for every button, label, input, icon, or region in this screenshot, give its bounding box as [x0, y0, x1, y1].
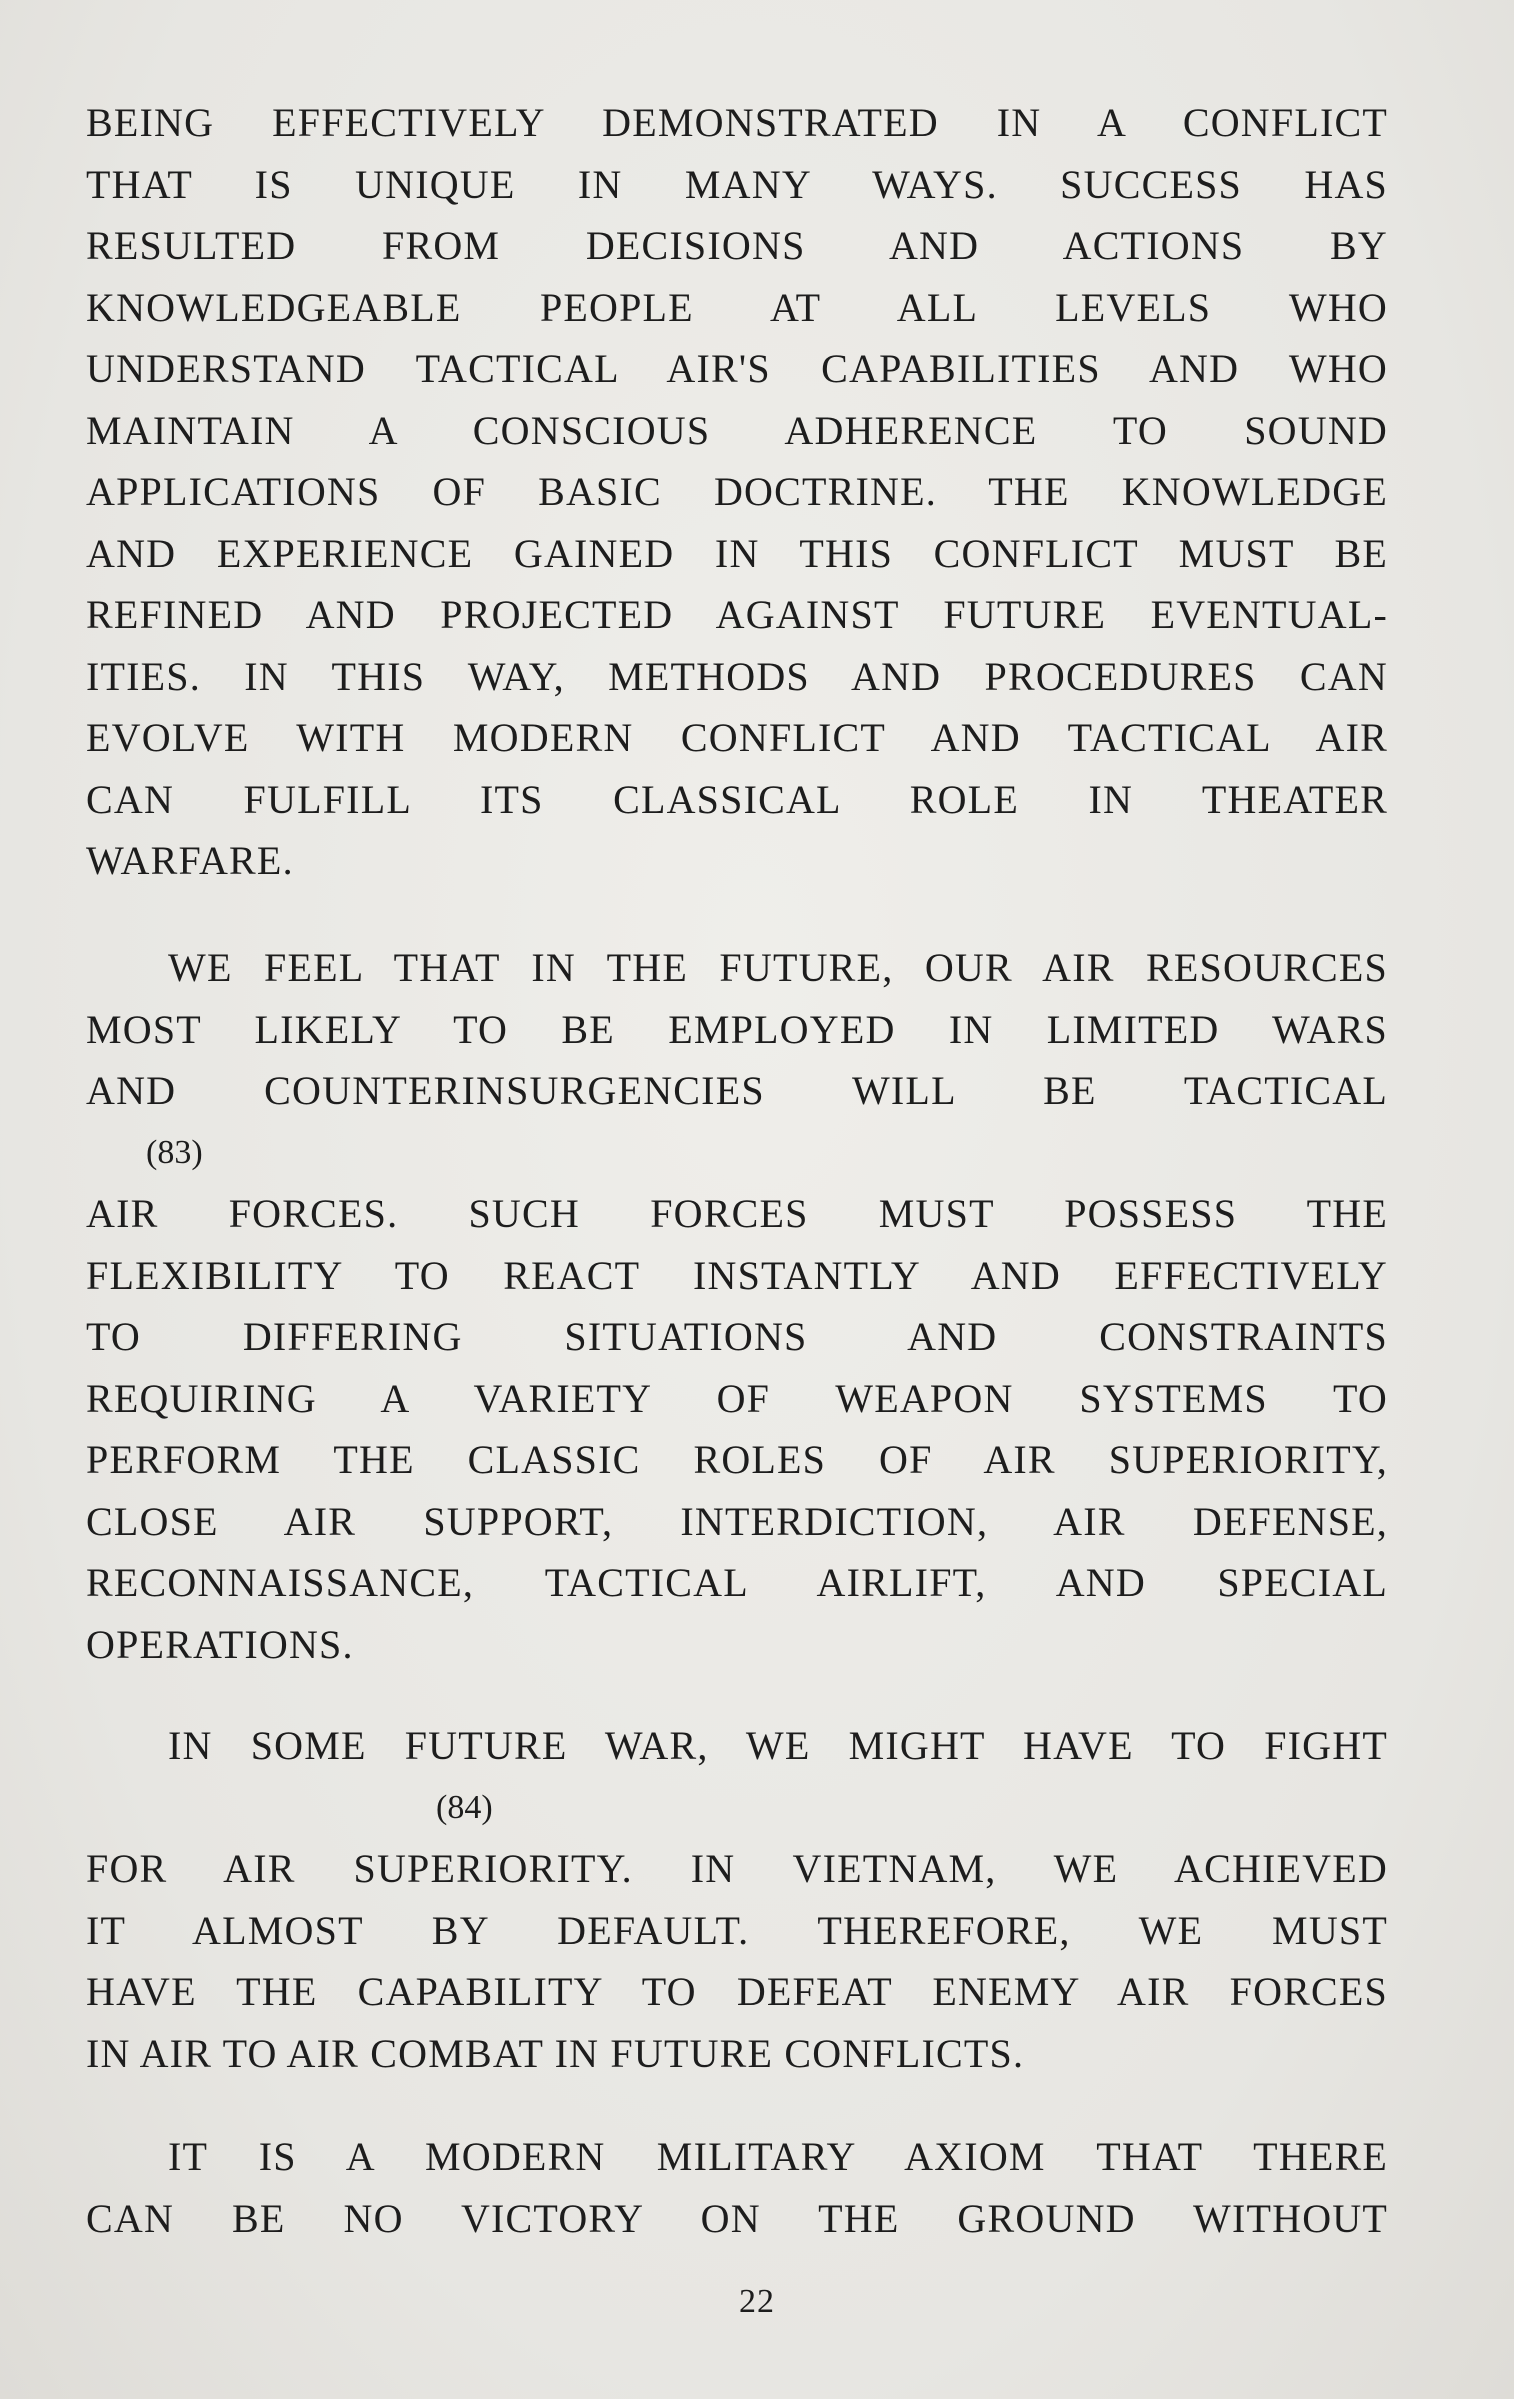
- text-line: MAINTAIN A CONSCIOUS ADHERENCE TO SOUND: [86, 407, 1388, 453]
- footnote-marker: (84): [436, 1788, 493, 1826]
- text-line: REQUIRING A VARIETY OF WEAPON SYSTEMS TO: [86, 1375, 1388, 1421]
- text-line: OPERATIONS.: [86, 1621, 354, 1667]
- text-line: AND COUNTERINSURGENCIES WILL BE TACTICAL: [86, 1068, 1388, 1113]
- text-line: RESULTED FROM DECISIONS AND ACTIONS BY: [86, 223, 1388, 268]
- paragraph-4: [86, 2126, 1388, 2249]
- text-line: IN SOME FUTURE WAR, WE MIGHT HAVE TO FIGHT: [168, 1723, 1388, 1768]
- text-line: EVOLVE WITH MODERN CONFLICT AND TACTICAL AIR: [86, 715, 1388, 760]
- text-line: IT IS A MODERN MILITARY AXIOM THAT THERE: [168, 2134, 1388, 2179]
- text-line: TO DIFFERING SITUATIONS AND CONSTRAINTS: [86, 1314, 1388, 1359]
- text-line: HAVE THE CAPABILITY TO DEFEAT ENEMY AIR FORCES: [86, 1969, 1388, 2014]
- text-line: IT ALMOST BY DEFAULT. THEREFORE, WE MUST: [86, 1907, 1388, 1953]
- text-line: THAT IS UNIQUE IN MANY WAYS. SUCCESS HAS: [86, 161, 1388, 207]
- text-line: FLEXIBILITY TO REACT INSTANTLY AND EFFECTIVELY: [86, 1252, 1388, 1298]
- text-line: FOR AIR SUPERIORITY. IN VIETNAM, WE ACHIEVED: [86, 1846, 1388, 1891]
- text-line: BEING EFFECTIVELY DEMONSTRATED IN A CONFLICT: [86, 100, 1388, 145]
- text-line: CLOSE AIR SUPPORT, INTERDICTION, AIR DEFENSE,: [86, 1498, 1388, 1544]
- footnote-marker: (83): [146, 1133, 203, 1171]
- text-line: CAN FULFILL ITS CLASSICAL ROLE IN THEATER: [86, 776, 1388, 822]
- text-line: AIR FORCES. SUCH FORCES MUST POSSESS THE: [86, 1191, 1388, 1236]
- text-line: IN AIR TO AIR COMBAT IN FUTURE CONFLICTS.: [86, 2030, 1025, 2076]
- text-line: RECONNAISSANCE, TACTICAL AIRLIFT, AND SPECIAL: [86, 1560, 1388, 1605]
- paragraph-3: [86, 1715, 1388, 2084]
- text-line: REFINED AND PROJECTED AGAINST FUTURE EVENTUAL-: [86, 592, 1388, 637]
- text-line: WE FEEL THAT IN THE FUTURE, OUR AIR RESOURCES: [168, 945, 1388, 990]
- text-line: AND EXPERIENCE GAINED IN THIS CONFLICT MUST BE: [86, 530, 1388, 576]
- page-number: 22: [739, 2283, 775, 2320]
- text-line: CAN BE NO VICTORY ON THE GROUND WITHOUT: [86, 2195, 1388, 2241]
- paragraph-2: [86, 937, 1388, 1675]
- text-line: ITIES. IN THIS WAY, METHODS AND PROCEDURES CAN: [86, 653, 1388, 699]
- text-line: WARFARE.: [86, 838, 294, 883]
- text-line: MOST LIKELY TO BE EMPLOYED IN LIMITED WARS: [86, 1006, 1388, 1052]
- text-line: PERFORM THE CLASSIC ROLES OF AIR SUPERIORITY,: [86, 1437, 1388, 1482]
- paragraph-1: [86, 92, 1388, 892]
- text-line: KNOWLEDGEABLE PEOPLE AT ALL LEVELS WHO: [86, 284, 1388, 330]
- text-line: UNDERSTAND TACTICAL AIR'S CAPABILITIES AND WHO: [86, 346, 1388, 391]
- text-line: APPLICATIONS OF BASIC DOCTRINE. THE KNOWLEDGE: [86, 469, 1388, 514]
